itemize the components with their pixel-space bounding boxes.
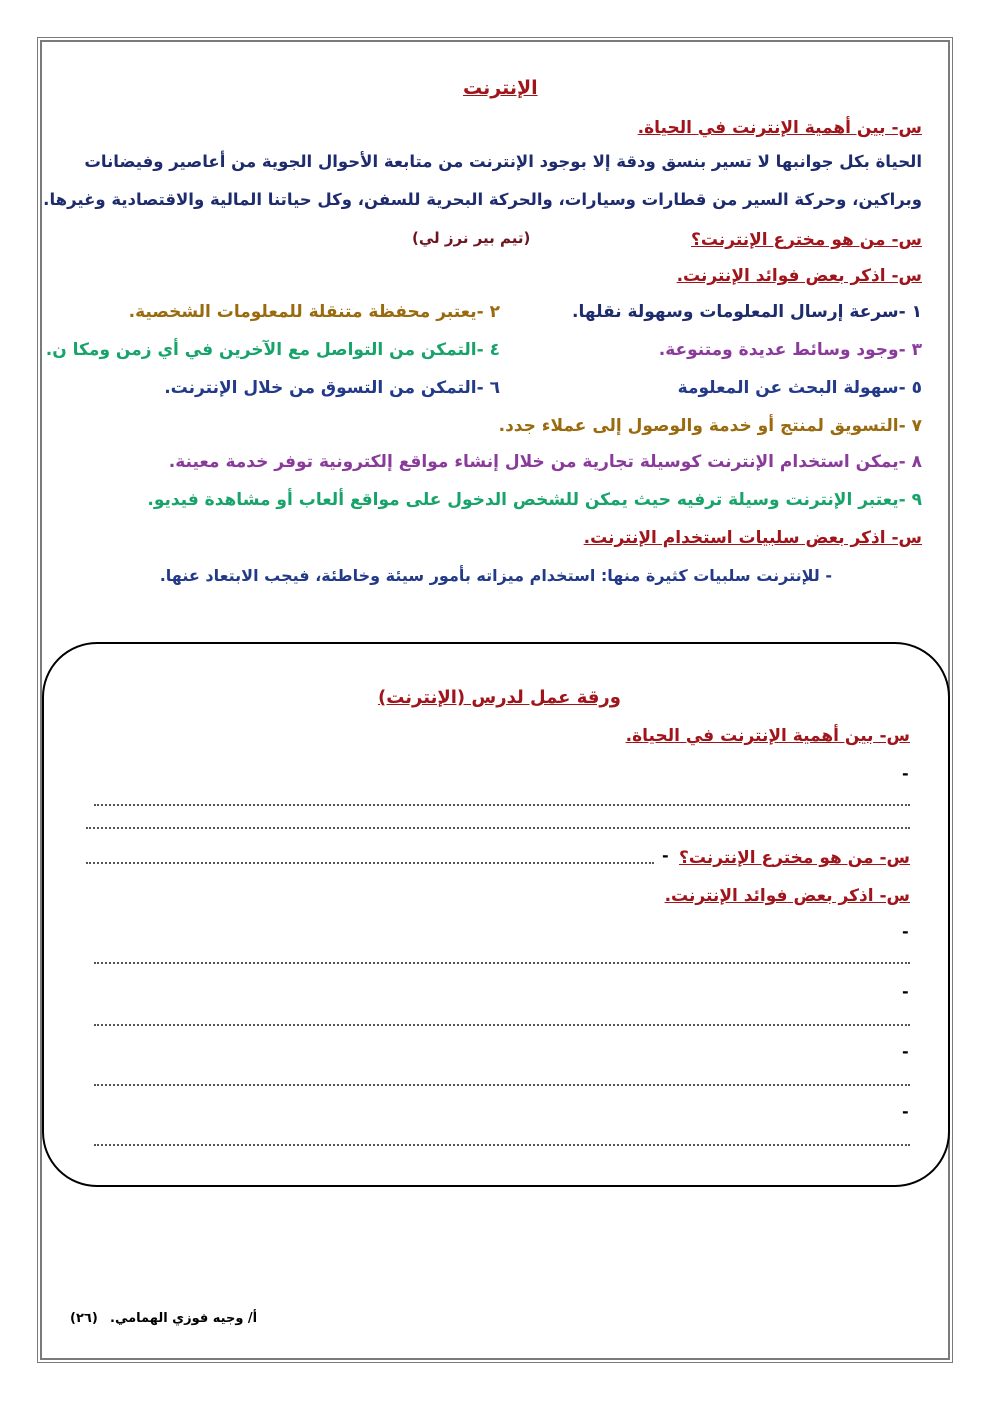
answer-inventor: (تيم بير نرز لي): [412, 229, 531, 247]
answer-negatives: - للإنترنت سلبيات كثيرة منها: استخدام ميزاته بأمور سيئة وخاطئة، فيجب الابتعاد عنها.: [159, 566, 832, 585]
footer-author: أ/ وجيه فوزي الهمامي.: [110, 1311, 258, 1326]
answer-dash: -: [662, 846, 669, 865]
answer-dash: -: [902, 1042, 909, 1061]
answer-dash: -: [902, 764, 909, 783]
answer-line[interactable]: [94, 1144, 910, 1146]
answer-dash: -: [902, 1102, 909, 1121]
worksheet-question-inventor: س- من هو مخترع الإنترنت؟: [679, 848, 910, 868]
question-benefits: س- اذكر بعض فوائد الإنترنت.: [676, 266, 922, 286]
answer-line[interactable]: [86, 827, 910, 829]
benefit-6: ٦ -التمكن من التسوق من خلال الإنترنت.: [164, 378, 500, 398]
footer-page-number: (٢٦): [70, 1311, 98, 1326]
benefit-4: ٤ -التمكن من التواصل مع الآخرين في أي زمن ومكا ن.: [45, 340, 500, 360]
question-importance: س- بين أهمية الإنترنت في الحياة.: [637, 118, 922, 138]
answer-line[interactable]: [94, 1024, 910, 1026]
benefit-9: ٩ -يعتبر الإنترنت وسيلة ترفيه حيث يمكن للشخص الدخول على مواقع ألعاب أو مشاهدة فيديو.: [147, 490, 922, 510]
benefit-5: ٥ -سهولة البحث عن المعلومة: [677, 378, 922, 398]
benefit-3: ٣ -وجود وسائط عديدة ومتنوعة.: [658, 340, 922, 360]
worksheet-question-importance: س- بين أهمية الإنترنت في الحياة.: [625, 726, 910, 746]
benefit-7: ٧ -التسويق لمنتج أو خدمة والوصول إلى عملاء جدد.: [498, 416, 922, 436]
question-inventor: س- من هو مخترع الإنترنت؟: [691, 230, 922, 250]
answer-importance-line2: وبراكين، وحركة السير من قطارات وسيارات، والحركة البحرية للسفن، وكل حياتنا المالية والاقتصادية وغيرها.: [43, 190, 922, 209]
lesson-title: الإنترنت: [463, 77, 538, 99]
worksheet-question-benefits: س- اذكر بعض فوائد الإنترنت.: [664, 886, 910, 906]
worksheet-title: ورقة عمل لدرس (الإنترنت): [378, 687, 621, 708]
answer-line[interactable]: [94, 1084, 910, 1086]
answer-dash: -: [902, 922, 909, 941]
answer-line[interactable]: [94, 962, 910, 964]
benefit-1: ١ -سرعة إرسال المعلومات وسهولة نقلها.: [572, 302, 922, 322]
answer-importance-line1: الحياة بكل جوانبها لا تسير بنسق ودقة إلا بوجود الإنترنت من متابعة الأحوال الجوية من أعاصير وفيضانات: [84, 152, 922, 171]
answer-line[interactable]: [94, 804, 910, 806]
benefit-8: ٨ -يمكن استخدام الإنترنت كوسيلة تجارية من خلال إنشاء مواقع إلكترونية توفر خدمة معينة.: [168, 452, 922, 472]
benefit-2: ٢ -يعتبر محفظة متنقلة للمعلومات الشخصية.: [128, 302, 500, 322]
question-negatives: س- اذكر بعض سلبيات استخدام الإنترنت.: [583, 528, 922, 548]
answer-dash: -: [902, 982, 909, 1001]
answer-line-inventor[interactable]: [86, 862, 654, 864]
